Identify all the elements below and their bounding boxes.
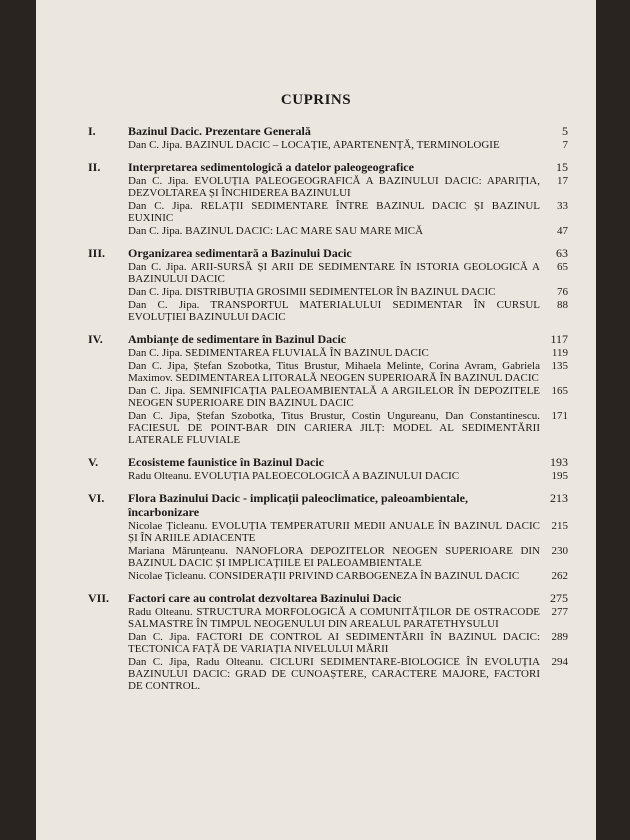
entry-text [128, 139, 540, 151]
toc-entry [36, 299, 596, 323]
entry-title: FACTORI DE CONTROL AI SEDIMENTĂRII ÎN BAZINUL DACIC: TECTONICA FAȚĂ DE VARIAȚIA NIVELULUI MĂRII [128, 631, 541, 655]
entry-page-number: 88 [557, 299, 568, 311]
entry-author: Radu Olteanu. [128, 606, 193, 618]
section-number: I. [88, 124, 96, 138]
entry-title: ARII-SURSĂ ȘI ARII DE SEDIMENTARE ÎN ISTORIA GEOLOGICĂ A BAZINULUI DACIC [128, 261, 540, 285]
page-title: CUPRINS [280, 92, 352, 108]
entry-page-number: 165 [551, 385, 568, 397]
entry-page-number: 262 [551, 570, 568, 582]
entry-author: Nicolae Țicleanu. [128, 570, 207, 582]
entry-author: Dan C. Jipa. [128, 286, 183, 298]
section-title: Factori care au controlat dezvoltarea Bazinului Dacic [128, 591, 402, 605]
toc-entry [36, 570, 596, 582]
entry-title: CONSIDERAȚII PRIVIND CARBOGENEZA ÎN BAZINUL DACIC [208, 570, 520, 582]
toc-section [36, 246, 596, 323]
entry-title: CICLURI SEDIMENTARE-BIOLOGICE ÎN EVOLUȚIA BAZINULUI DACIC: GRAD DE CUNOAȘTERE, CARACTERE MAJORE, FACTORI DE CONTROL. [128, 656, 540, 692]
entry-page-number: 33 [557, 200, 568, 212]
entry-author: Dan C. Jipa, Ștefan Szobotka, Titus Brustur, Mihaela Melinte, Corina Avram, Gabriela Maximov. [128, 360, 540, 384]
toc-section [36, 591, 596, 692]
entry-page-number: 47 [557, 225, 568, 237]
toc-entry [36, 470, 596, 482]
entry-author: Dan C. Jipa, Ștefan Szobotka, Titus Brustur, Costin Ungureanu, Dan Constantinescu. [128, 410, 540, 422]
table-of-contents [36, 124, 596, 701]
section-number: IV. [88, 332, 103, 346]
entry-page-number: 65 [557, 261, 568, 273]
entry-page-number: 230 [551, 545, 568, 557]
section-heading [36, 455, 596, 469]
entry-page-number: 294 [551, 656, 568, 668]
entry-text [128, 410, 540, 446]
entry-page-number: 17 [557, 175, 568, 187]
entry-author: Dan C. Jipa. [128, 175, 189, 187]
section-number: V. [88, 455, 99, 469]
entry-title: FACIESUL DE POINT-BAR DIN CARIERA JILȚ: MODEL AL SEDIMENTĂRII LATERALE FLUVIALE [128, 422, 540, 446]
section-heading [36, 124, 596, 138]
entry-text [128, 360, 540, 384]
section-page-number: 213 [550, 491, 568, 505]
entry-text [128, 545, 540, 569]
toc-entry [36, 545, 596, 569]
entry-page-number: 195 [551, 470, 568, 482]
section-heading [36, 332, 596, 346]
entry-page-number: 171 [551, 410, 568, 422]
entry-page-number: 7 [562, 139, 568, 151]
entry-author: Nicolae Țicleanu. [128, 520, 208, 532]
toc-entry [36, 225, 596, 237]
toc-entry [36, 286, 596, 298]
entry-page-number: 277 [551, 606, 568, 618]
toc-entry [36, 410, 596, 446]
section-page-number: 275 [550, 591, 568, 605]
entry-text [128, 606, 540, 630]
toc-entry [36, 360, 596, 384]
section-title: Flora Bazinului Dacic - implicații paleoclimatice, paleoambientale, încarbonizare [128, 491, 468, 519]
section-page-number: 15 [556, 160, 568, 174]
entry-author: Dan C. Jipa. [128, 261, 187, 273]
toc-entry [36, 139, 596, 151]
entry-author: Dan C. Jipa. [128, 225, 183, 237]
toc-entry [36, 520, 596, 544]
entry-text [128, 175, 540, 199]
entry-title: EVOLUȚIA PALEOGEOGRAFICĂ A BAZINULUI DACIC: APARIȚIA, DEZVOLTAREA ȘI ÎNCHIDEREA BAZINULUI [128, 175, 541, 199]
entry-author: Dan C. Jipa. [128, 299, 200, 311]
section-page-number: 117 [550, 332, 568, 346]
entry-title: SEDIMENTAREA LITORALĂ NEOGEN SUPERIOARĂ ÎN BAZINUL DACIC [175, 372, 539, 384]
section-heading [36, 591, 596, 605]
entry-author: Radu Olteanu. [128, 470, 192, 482]
entry-page-number: 119 [551, 347, 568, 359]
section-number: VII. [88, 591, 110, 605]
entry-title: EVOLUȚIA TEMPERATURII MEDII ANUALE ÎN BAZINUL DACIC ȘI ÎN ARIILE ADIACENTE [128, 520, 540, 544]
entry-text [128, 347, 540, 359]
section-page-number: 193 [550, 455, 568, 469]
entry-text [128, 470, 540, 482]
section-heading [36, 160, 596, 174]
entry-title: EVOLUȚIA PALEOECOLOGICĂ A BAZINULUI DACIC [194, 470, 460, 482]
entry-author: Dan C. Jipa. [128, 385, 186, 397]
toc-entry [36, 261, 596, 285]
section-page-number: 63 [556, 246, 568, 260]
toc-entry [36, 656, 596, 692]
section-number: VI. [88, 491, 105, 505]
entry-text [128, 225, 540, 237]
entry-text [128, 261, 540, 285]
entry-text [128, 286, 540, 298]
entry-title: SEDIMENTAREA FLUVIALĂ ÎN BAZINUL DACIC [185, 347, 429, 359]
toc-section [36, 332, 596, 446]
entry-page-number: 135 [551, 360, 568, 372]
entry-author: Dan C. Jipa. [128, 200, 193, 212]
entry-author: Dan C. Jipa, Radu Olteanu. [128, 656, 264, 668]
toc-entry [36, 631, 596, 655]
toc-entry [36, 385, 596, 409]
entry-text [128, 299, 540, 323]
entry-text [128, 385, 540, 409]
entry-title: BAZINUL DACIC – LOCAȚIE, APARTENENȚĂ, TERMINOLOGIE [185, 139, 500, 151]
entry-text [128, 200, 540, 224]
section-title: Ambianțe de sedimentare în Bazinul Dacic [128, 332, 347, 346]
entry-text [128, 656, 540, 692]
entry-title: SEMNIFICAȚIA PALEOAMBIENTALĂ A ARGILELOR ÎN DEPOZITELE NEOGEN SUPERIOARE DIN BAZINUL DACIC [128, 385, 541, 409]
section-title: Organizarea sedimentară a Bazinului Dacic [128, 246, 352, 260]
entry-title: DISTRIBUȚIA GROSIMII SEDIMENTELOR ÎN BAZINUL DACIC [185, 286, 496, 298]
section-heading [36, 246, 596, 260]
section-number: III. [88, 246, 106, 260]
toc-entry [36, 606, 596, 630]
section-title: Interpretarea sedimentologică a datelor paleogeografice [128, 160, 414, 174]
section-title: Ecosisteme faunistice în Bazinul Dacic [128, 455, 324, 469]
entry-title: RELAȚII SEDIMENTARE ÎNTRE BAZINUL DACIC ȘI BAZINUL EUXINIC [128, 200, 540, 224]
entry-page-number: 289 [551, 631, 568, 643]
toc-section [36, 491, 596, 582]
entry-text [128, 631, 540, 655]
toc-section [36, 160, 596, 237]
entry-title: STRUCTURA MORFOLOGICĂ A COMUNITĂȚILOR DE OSTRACODE SALMASTRE ÎN TIMPUL NEOGENULUI DIN AREALUL PARATETHYSULUI [128, 606, 540, 630]
entry-title: BAZINUL DACIC: LAC MARE SAU MARE MICĂ [185, 225, 424, 237]
entry-text [128, 520, 540, 544]
section-number: II. [88, 160, 101, 174]
entry-title: NANOFLORA DEPOZITELOR NEOGEN SUPERIOARE DIN BAZINUL DACIC ȘI IMPLICAȚIILE EI PALEOAMBIENTALE [128, 545, 541, 569]
toc-entry [36, 347, 596, 359]
entry-title: TRANSPORTUL MATERIALULUI SEDIMENTAR ÎN CURSUL EVOLUȚIEI BAZINULUI DACIC [128, 299, 540, 323]
entry-author: Dan C. Jipa. [128, 347, 183, 359]
toc-section [36, 124, 596, 151]
entry-page-number: 76 [557, 286, 568, 298]
book-page [36, 0, 596, 840]
entry-page-number: 215 [551, 520, 568, 532]
toc-entry [36, 175, 596, 199]
entry-text [128, 570, 540, 582]
toc-entry [36, 200, 596, 224]
entry-author: Dan C. Jipa. [128, 139, 183, 151]
toc-section [36, 455, 596, 482]
section-heading [36, 491, 596, 519]
section-title: Bazinul Dacic. Prezentare Generală [128, 124, 311, 138]
entry-author: Mariana Mărunțeanu. [128, 545, 229, 557]
entry-author: Dan C. Jipa. [128, 631, 190, 643]
section-page-number: 5 [562, 124, 568, 138]
